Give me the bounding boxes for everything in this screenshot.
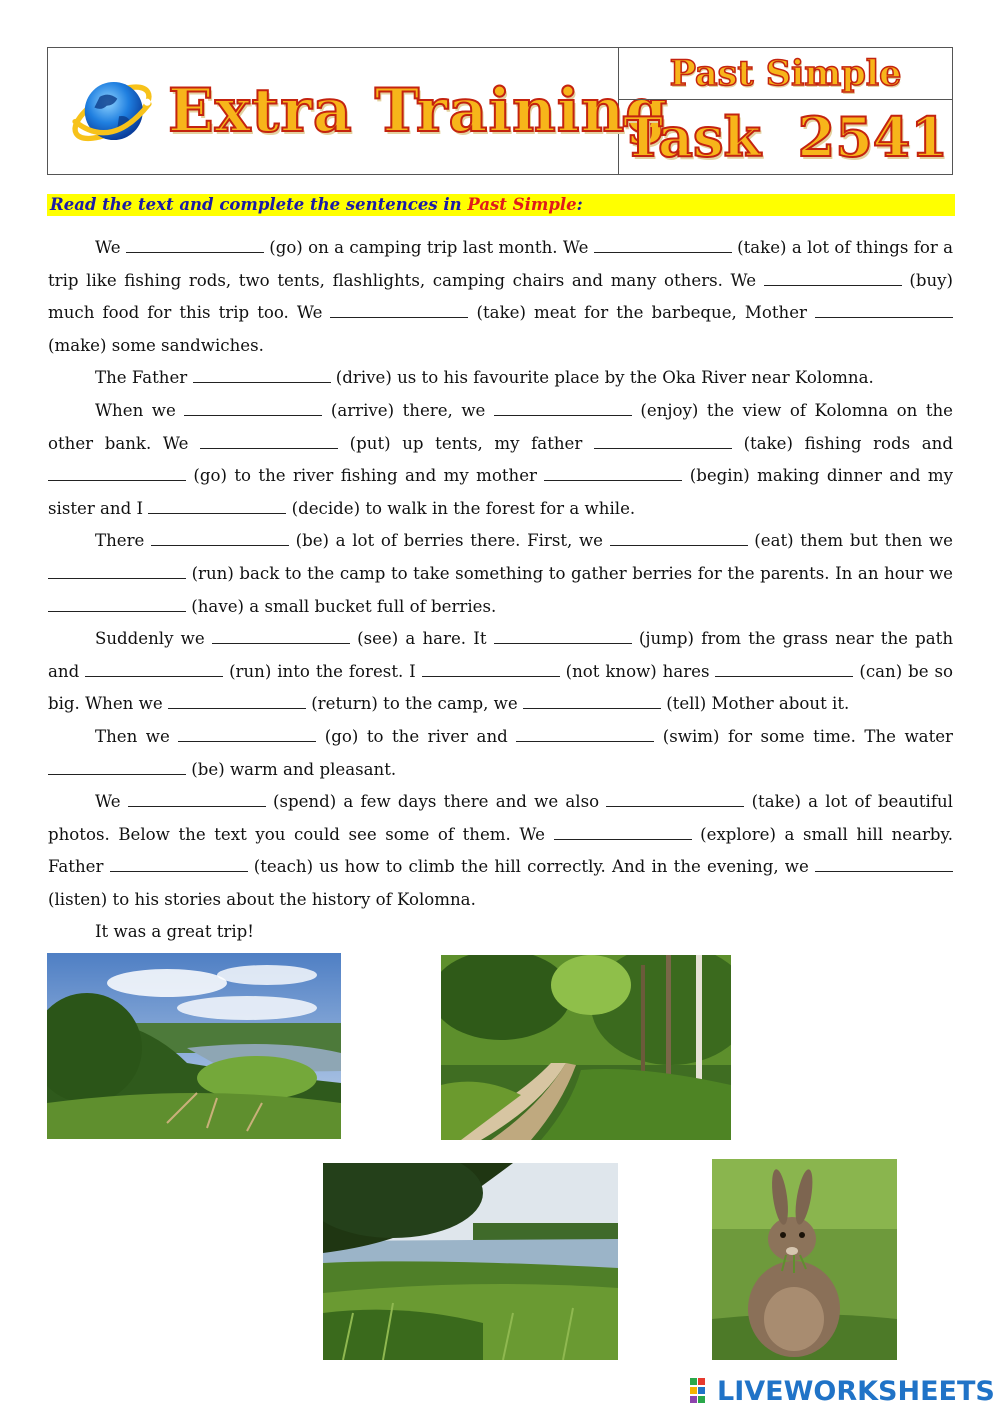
text-segment: Then we (95, 726, 179, 746)
task-number: Task 2541 (623, 105, 948, 169)
text-segment: (tell) Mother about it. (660, 694, 850, 714)
answer-blank[interactable] (516, 741, 654, 742)
answer-blank[interactable] (148, 513, 286, 514)
answer-blank[interactable] (48, 480, 186, 481)
instruction-lead: Read the text and complete the sentences in (50, 195, 468, 214)
answer-blank[interactable] (422, 676, 560, 677)
answer-blank[interactable] (523, 708, 661, 709)
text-segment: (eat) them but then we (747, 531, 953, 551)
instruction-accent: Past Simple (467, 195, 577, 214)
answer-blank[interactable] (85, 676, 223, 677)
text-segment: (begin) making dinner and my sister and I (48, 466, 953, 518)
riverbank-photo (323, 1163, 618, 1360)
text-segment: (run) back to the camp to take something to gather berries for the parents. In an hour we (186, 563, 953, 583)
hare-photo (712, 1159, 897, 1360)
answer-blank[interactable] (128, 806, 266, 807)
answer-blank[interactable] (544, 480, 682, 481)
worksheet-header (47, 47, 953, 175)
topic-title: Past Simple (619, 48, 952, 100)
text-segment: (buy) much food for this trip too. We (48, 270, 954, 323)
text-segment: (go) on a camping trip last month. We (263, 238, 594, 257)
text-segment: (make) some sandwiches. (48, 335, 264, 355)
text-segment: (swim) for some time. The water (654, 726, 953, 746)
text-segment: (jump) from the grass near the path and (48, 629, 954, 681)
text-segment: (have) a small bucket full of berries. (186, 596, 497, 616)
paragraph (48, 786, 953, 916)
paragraph (48, 232, 953, 362)
liveworksheets-logo-icon (690, 1378, 714, 1404)
answer-blank[interactable] (212, 643, 350, 644)
text-segment: (be) warm and pleasant. (186, 759, 397, 779)
answer-blank[interactable] (815, 871, 953, 872)
text-segment: (go) to the river fishing and my mother (186, 466, 545, 486)
answer-blank[interactable] (48, 578, 186, 579)
text-segment: (listen) to his stories about the history of Kolomna. (48, 889, 476, 909)
paragraph (48, 362, 953, 395)
text-segment: (enjoy) the view of Kolomna on the other bank. We (48, 400, 953, 453)
paragraph (48, 916, 953, 949)
text-segment: (return) to the camp, we (305, 694, 523, 714)
liveworksheets-logo-text: LIVEWORKSHEETS (717, 1375, 995, 1407)
answer-blank[interactable] (200, 448, 338, 449)
answer-blank[interactable] (610, 545, 748, 546)
answer-blank[interactable] (606, 806, 744, 807)
text-segment: (can) be so big. When we (48, 661, 953, 714)
text-segment: We (95, 792, 128, 812)
answer-blank[interactable] (494, 643, 632, 644)
answer-blank[interactable] (594, 448, 732, 449)
text-segment: We (95, 238, 126, 257)
text-segment: Suddenly we (95, 629, 212, 649)
paragraph (48, 721, 953, 786)
answer-blank[interactable] (110, 871, 248, 872)
answer-blank[interactable] (178, 741, 316, 742)
answer-blank[interactable] (330, 317, 468, 318)
text-segment: (take) a lot of beautiful photos. Below the text you could see some of them. We (48, 792, 953, 844)
paragraph (48, 395, 953, 525)
answer-blank[interactable] (594, 252, 732, 253)
answer-blank[interactable] (168, 708, 306, 709)
answer-blank[interactable] (494, 415, 632, 416)
answer-blank[interactable] (126, 252, 264, 253)
text-segment: (teach) us how to climb the hill correctly. And in the evening, we (247, 857, 815, 877)
forest-path-photo (441, 955, 731, 1140)
text-segment: (take) fishing rods and (731, 433, 953, 453)
text-segment: (take) a lot of things for a trip like fishing rods, two tents, flashlights, camping chairs and many others. We (48, 238, 954, 290)
text-segment: (decide) to walk in the forest for a while. (286, 498, 636, 518)
text-segment: (see) a hare. It (349, 629, 494, 649)
answer-blank[interactable] (48, 611, 186, 612)
header-brand (48, 48, 669, 174)
brand-title: Extra Training (168, 76, 669, 146)
text-segment: When we (95, 400, 185, 420)
globe-icon (68, 67, 156, 155)
answer-blank[interactable] (184, 415, 322, 416)
river-landscape-photo (47, 953, 341, 1139)
answer-blank[interactable] (193, 382, 331, 383)
instruction-bar (47, 194, 955, 216)
paragraph (48, 623, 953, 721)
text-segment: (explore) a small hill nearby. Father (48, 824, 953, 877)
answer-blank[interactable] (48, 774, 186, 775)
answer-blank[interactable] (715, 676, 853, 677)
instruction-trail: : (576, 195, 583, 214)
text-segment: (not know) hares (559, 661, 716, 681)
answer-blank[interactable] (151, 545, 289, 546)
header-task-info (619, 48, 952, 174)
answer-blank[interactable] (764, 285, 902, 286)
text-segment: (be) a lot of berries there. First, we (288, 531, 610, 551)
text-segment: It was a great trip! (95, 922, 254, 942)
text-segment: (spend) a few days there and we also (265, 792, 607, 812)
answer-blank[interactable] (554, 839, 692, 840)
answer-blank[interactable] (815, 317, 953, 318)
text-segment: (drive) us to his favourite place by the Oka River near Kolomna. (330, 368, 874, 388)
text-segment: (take) meat for the barbeque, Mother (468, 303, 816, 323)
text-segment: (arrive) there, we (322, 400, 494, 420)
paragraph (48, 525, 953, 623)
text-segment: (run) into the forest. I (223, 661, 422, 681)
text-segment: (put) up tents, my father (338, 433, 594, 453)
liveworksheets-logo (690, 1376, 995, 1406)
text-segment: The Father (95, 368, 193, 388)
text-segment: There (95, 531, 151, 551)
exercise-text (48, 232, 953, 949)
text-segment: (go) to the river and (316, 726, 517, 746)
